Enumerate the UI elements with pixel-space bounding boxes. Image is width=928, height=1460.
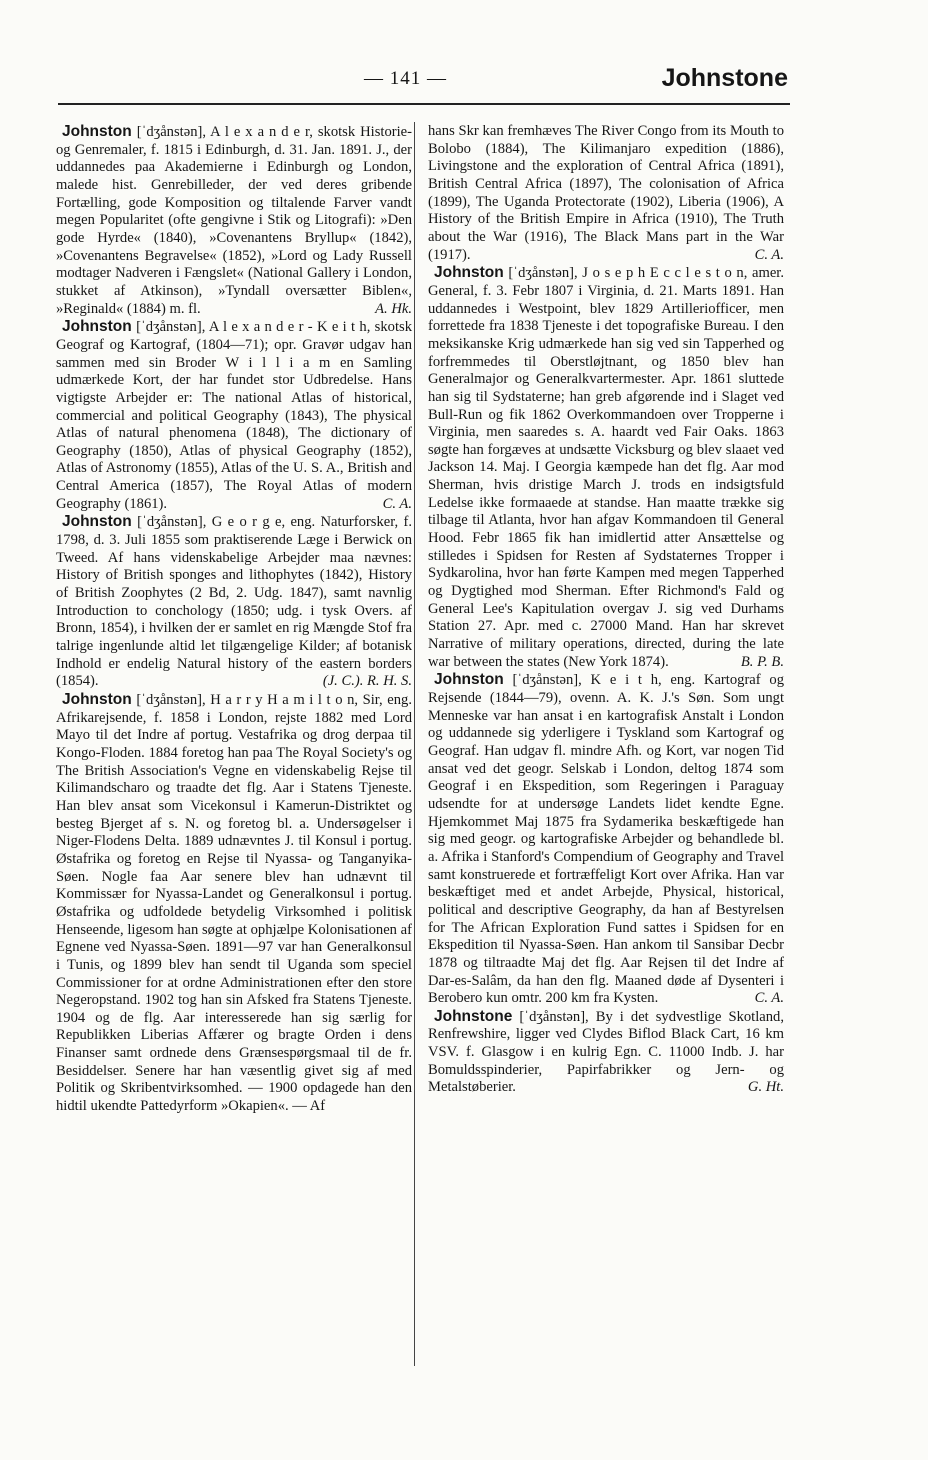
entry-body: [ˈdʒånstən], By i det sydvestlige Skotland, Renfrewshire, ligger ved Clydes Biflod Black Cart, 16 km VSV. f. Glasgow i en kulrig Egn. C. 11000 Indb. J. har Bomuldsspinderier, Papirfabrikker og Jern- og Metalstøberier. <box>428 1008 784 1096</box>
entry-headword: Johnston <box>62 123 132 140</box>
entry-author: C. A. <box>754 990 784 1007</box>
entry-body: [ˈdʒånstən], K e i t h, eng. Kartograf og Rejsende (1844—79), ovenn. A. K. J.'s Søn. Som ungt Menneske var han ansat i en kartografisk Anstalt i London og uddannede sig yderligere i Tyskland som Kartograf og Geograf. Han udgav fl. mindre Afh. og Kort, var nogen Tid ansat ved det geogr. Selskab i London, deltog 1874 som Geograf i en Ekspedition, som Regeringen i Paraguay udsendte for at undersøge Landets lidet kendte Egne. Hjemkommet Maj 1875 fra Sydamerika beskæftigede han sig med geogr. og kartografiske Arbejder og behandlede bl. a. Afrika i Stanford's Compendium of Geography and Travel samt konstruerede et fortræffeligt Kort over Afrika. Han var beskæftiget med et andet Arbejde, Physical, historical, political and descriptive Geography, da han af Bestyrelsen for The African Exploration Fund sattes i Spidsen for en Ekspedition til Nyassa-Søen. Han ankom til Sansibar Decbr 1878 og tiltraadte Maj det flg. Aar Rejsen til det Indre af Dar-es-Salâm, da han den flg. Maaned døde af Dysenteri i Berobero kun omtr. 200 km fra Kysten. <box>428 672 784 1007</box>
running-head: Johnstone <box>661 64 788 92</box>
header-rule <box>58 103 790 105</box>
entry-body: hans Skr kan fremhæves The River Congo from its Mouth to Bolobo (1884), The Kilimanjaro expedition (1886), Livingstone and the exploration of Central Africa (1891), British Central Africa (1897), The colonisation of Africa (1899), The Uganda Protectorate (1902), Liberia (1906), A History of the British Empire in Africa (1910), The Truth about the War (1916), The Black Mans part in the War (1917). <box>428 123 784 263</box>
entry-body: [ˈdʒånstən], G e o r g e, eng. Naturforsker, f. 1798, d. 3. Juli 1855 som praktiserende Læge i Berwick on Tweed. Af hans videnskabelige Arbejder maa nævnes: History of British sponges and lithophytes (1842), History of British Zoophytes (2 Bd, 2. Udg. 1847), samt navnlig Introduction to conchology (1850; udg. i tysk Overs. af Bronn, 1854), i hvilken der er samlet en rig Mængde Stof fra talrige ingenlunde altid let tilgængelige Kilder; af botanisk Indhold er endelig Natural history of the eastern borders (1854). <box>56 514 412 690</box>
entry-author: (J. C.). R. H. S. <box>322 673 412 690</box>
entry-johnston-alexander-keith <box>56 318 412 513</box>
column-divider <box>414 122 415 1366</box>
entry-johnston-george <box>56 513 412 691</box>
entry-johnston-harry-hamilton-continued <box>428 123 784 264</box>
entry-body: [ˈdʒånstən], H a r r y H a m i l t o n, Sir, eng. Afrikarejsende, f. 1858 i London, rejste 1882 med Lord Mayo til det Indre af portug. Vestafrika og drog derpaa til Kongo-Floden. 1884 foretog han paa The Royal Society's og The British Association's Vegne en videnskabelig Rejse til Kilimandscharo og traadte det flg. Aar i Statens Tjeneste. Han blev ansat som Vicekonsul i Kamerun-Distriktet og besteg Bjerget af s. N. og foretog bl. a. Undersøgelser i Niger-Flodens Delta. 1889 udnævntes J. til Konsul i portug. Østafrika og foretog en Rejse til Nyassa- og Tanganyika-Søen. Nogle faa Aar senere blev han udnævnt til Kommissær for Nyassa-Landet og Generalkonsul i portug. Østafrika og udfoldede betydelig Virksomhed i politisk Henseende, ligesom han søgte at ophjælpe Kolonisationen af Egnene ved Nyassa-Søen. 1891—97 var han Generalkonsul i Tunis, og 1899 blev han sendt til Uganda som speciel Commissioner for at ordne Administrationen efter den store Negeropstand. 1902 tog han sin Afsked fra Statens Tjeneste. 1904 og de flg. Aar interesserede han sig særlig for Republikken Liberias Affærer og bragte Orden i dens Finanser samt ordnede dens Grænsespørgsmaal til de fr. Besiddelser. Senere har han væsentlig givet sig af med Politik og Skribentvirksomhed. — 1900 opdagede han den hidtil ukendte Pattedyrform »Okapien«. — Af <box>56 692 412 1115</box>
entry-author: C. A. <box>754 246 784 263</box>
entry-author: A. Hk. <box>375 300 412 317</box>
entry-johnston-alexander <box>56 123 412 318</box>
entry-headword: Johnston <box>434 671 504 689</box>
entry-headword: Johnston <box>62 691 132 708</box>
entry-johnston-keith <box>428 671 784 1007</box>
entry-headword: Johnston <box>434 264 504 282</box>
entry-headword: Johnston <box>62 513 132 531</box>
right-column <box>428 123 784 1097</box>
page-number: — 141 — <box>364 68 447 89</box>
entry-johnston-harry-hamilton <box>56 691 412 1116</box>
entry-author: G. Ht. <box>747 1079 784 1096</box>
entry-johnston-joseph-eccleston <box>428 264 784 671</box>
left-column <box>56 123 412 1116</box>
entry-body: [ˈdʒånstən], J o s e p h E c c l e s t o n, amer. General, f. 3. Febr 1807 i Virginia, d. 21. Marts 1891. Han uddannedes i Westpoint, blev 1829 Artilleriofficer, men forrettede fra 1838 Tjeneste i det topografiske Bureau. I den meksikanske Krig udmærkede han sig ved sin Tapperhed og forfremmedes til Oberstløjtnant, og 1850 blev han Generalmajor og Generalkvartermester. Apr. 1861 sluttede han sig til Sydstaterne; han greb afgørende ind i Slaget ved Bull-Run og fik 1862 Overkommandoen over Tropperne i Virginia, men saaredes s. A. haardt ved Fair Oaks. 1863 søgte han forgæves at undsætte Vicksburg og blev slaaet ved Jackson 14. Maj. I Georgia kæmpede han det flg. Aar mod Sherman, hvis dristige March J. trods en indsigtsfuld Ledelse ikke formaaede at standse. Han maatte trække sig tilbage til Atlanta, hvor han afgav Kommandoen til General Hood. Febr 1865 fik han imidlertid atter Ansættelse og stilledes i Spidsen for Resten af Sydstaternes Tropper i Sydkarolina, hvor han førte Kampen med megen Tapperhed og Dygtighed mod Sherman. Efter Richmond's Fald og General Lee's Kapitulation overgav J. sig ved Durhams Station 27. Apr. med c. 27000 Mand. Han har skrevet Narrative of military operations, directed, during the late war between the states (New York 1874). <box>428 265 784 670</box>
entry-body: [ˈdʒånstən], A l e x a n d e r - K e i t h, skotsk Geograf og Kartograf, (1804—71); opr. Gravør udgav han sammen med sin Broder W i l l i a m en Samling udmærkede Kort, der har fundet stor Udbredelse. Hans vigtigste Arbejder er: The national Atlas of historical, commercial and political Geography (1843), The physical Atlas of natural phenomena (1848), The dictionary of Geography (1850), Atlas of physical Geography (1852), Atlas of Astronomy (1855), Atlas of the U. S. A., British and Central America (1857), The Royal Atlas of modern Geography (1861). <box>56 319 412 512</box>
entry-author: B. P. B. <box>740 653 784 670</box>
entry-johnstone-town <box>428 1008 784 1097</box>
entry-author: C. A. <box>382 495 412 512</box>
entry-body: [ˈdʒånstən], A l e x a n d e r, skotsk Historie- og Genremaler, f. 1815 i Edinburgh, d. 31. Jan. 1891. J., der uddannedes paa Akademierne i Edinburgh og London, malede hist. Genrebilleder, der ved deres gribende Fortælling, gode Komposition og tiltalende Farver vandt megen Popularitet (ofte gengivne i Stik og Litografi): »Den gode Hyrde« (1840), »Covenantens Bryllup« (1842), »Covenantens Begravelse« (1852), »Lord og Lady Russell modtager Nadveren i Fængslet« (National Gallery i London, stukket af Atkinson), »Tyndall oversætter Biblen«, »Reginald« (1884) m. fl. <box>56 124 412 317</box>
entry-headword: Johnston <box>62 318 132 336</box>
entry-headword: Johnstone <box>434 1007 513 1025</box>
